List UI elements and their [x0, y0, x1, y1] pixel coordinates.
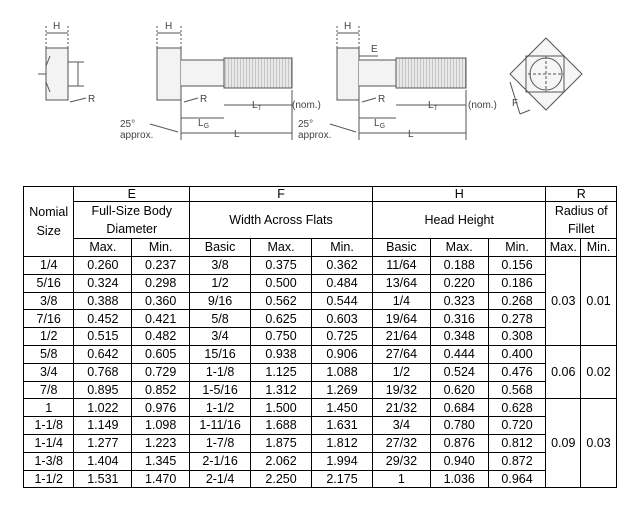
h-max-cell: 0.220: [430, 274, 488, 292]
e-max-cell: 1.277: [74, 435, 132, 453]
e-min-subheader: Min.: [132, 239, 190, 257]
f-max-subheader: Max.: [251, 239, 312, 257]
f-min-cell: 0.603: [312, 310, 373, 328]
bolt-dimension-drawing: [0, 0, 644, 180]
table-row: [24, 257, 617, 275]
h-max-cell: 1.036: [430, 470, 488, 488]
f-max-cell: 1.125: [251, 363, 312, 381]
nominal-size-cell: 1/4: [24, 257, 74, 275]
h-basic-cell: 19/32: [373, 381, 431, 399]
dim-label-lt-2: $L_T$: [252, 100, 262, 112]
nominal-size-cell: 1-1/8: [24, 417, 74, 435]
nominal-size-cell: 3/8: [24, 292, 74, 310]
dim-label-e-3: E: [371, 44, 378, 55]
nominal-size-cell: 5/8: [24, 346, 74, 364]
f-basic-cell: 5/8: [190, 310, 251, 328]
table-row: [24, 328, 617, 346]
nominal-size-header: Nomial Size: [24, 187, 74, 257]
h-max-cell: 0.940: [430, 452, 488, 470]
nominal-size-cell: 1-3/8: [24, 452, 74, 470]
table-row: [24, 292, 617, 310]
h-max-cell: 0.444: [430, 346, 488, 364]
dim-label-r-2: R: [200, 94, 208, 105]
e-max-cell: 0.515: [74, 328, 132, 346]
r-max-cell: 0.09: [546, 399, 581, 488]
nominal-size-cell: 7/8: [24, 381, 74, 399]
nominal-size-cell: 1-1/4: [24, 435, 74, 453]
h-min-cell: 0.156: [488, 257, 546, 275]
e-min-cell: 0.298: [132, 274, 190, 292]
e-max-cell: 0.388: [74, 292, 132, 310]
f-max-cell: 0.750: [251, 328, 312, 346]
e-min-cell: 0.482: [132, 328, 190, 346]
dim-label-l-2: L: [234, 129, 240, 140]
f-min-cell: 0.362: [312, 257, 373, 275]
f-min-cell: 0.484: [312, 274, 373, 292]
nominal-size-cell: 3/4: [24, 363, 74, 381]
dim-label-h-1: H: [53, 21, 61, 32]
r-group-header: R: [546, 187, 617, 202]
f-min-cell: 0.544: [312, 292, 373, 310]
f-max-cell: 1.875: [251, 435, 312, 453]
h-basic-cell: 21/32: [373, 399, 431, 417]
f-min-cell: 1.631: [312, 417, 373, 435]
h-min-cell: 0.628: [488, 399, 546, 417]
r-max-cell: 0.03: [546, 257, 581, 346]
h-basic-cell: 1: [373, 470, 431, 488]
h-basic-cell: 19/64: [373, 310, 431, 328]
f-max-cell: 0.375: [251, 257, 312, 275]
h-min-cell: 0.872: [488, 452, 546, 470]
f-min-cell: 0.725: [312, 328, 373, 346]
h-max-cell: 0.188: [430, 257, 488, 275]
f-group-header: F: [190, 187, 373, 202]
table-row: [24, 346, 617, 364]
f-max-cell: 0.938: [251, 346, 312, 364]
table-row: [24, 310, 617, 328]
f-header: Width Across Flats: [190, 202, 373, 239]
h-basic-cell: 21/64: [373, 328, 431, 346]
h-max-cell: 0.316: [430, 310, 488, 328]
f-min-cell: 1.812: [312, 435, 373, 453]
f-max-cell: 0.562: [251, 292, 312, 310]
f-basic-cell: 1-1/2: [190, 399, 251, 417]
e-min-cell: 1.345: [132, 452, 190, 470]
h-max-cell: 0.323: [430, 292, 488, 310]
h-min-cell: 0.278: [488, 310, 546, 328]
dim-label-lg-2: $L_G$: [198, 118, 210, 130]
h-basic-cell: 27/32: [373, 435, 431, 453]
nominal-size-cell: 1: [24, 399, 74, 417]
nominal-size-cell: 7/16: [24, 310, 74, 328]
f-min-cell: 1.088: [312, 363, 373, 381]
h-max-cell: 0.524: [430, 363, 488, 381]
f-basic-cell: 3/4: [190, 328, 251, 346]
h-min-cell: 0.812: [488, 435, 546, 453]
h-min-cell: 0.476: [488, 363, 546, 381]
f-max-cell: 1.688: [251, 417, 312, 435]
e-max-subheader: Max.: [74, 239, 132, 257]
e-header: Full-Size Body Diameter: [74, 202, 190, 239]
table-row: [24, 363, 617, 381]
e-min-cell: 0.976: [132, 399, 190, 417]
r-max-subheader: Max.: [546, 239, 581, 257]
e-min-cell: 0.605: [132, 346, 190, 364]
h-basic-cell: 11/64: [373, 257, 431, 275]
table-row: [24, 274, 617, 292]
dim-label-h-2: H: [165, 21, 173, 32]
dim-label-l-3: L: [408, 129, 414, 140]
f-basic-cell: 9/16: [190, 292, 251, 310]
dim-label-r-3: R: [378, 94, 386, 105]
f-min-subheader: Min.: [312, 239, 373, 257]
dim-label-angle-2: 25°: [120, 119, 136, 130]
f-basic-cell: 3/8: [190, 257, 251, 275]
h-max-cell: 0.620: [430, 381, 488, 399]
table-row: [24, 381, 617, 399]
bolt-view-1: [38, 26, 86, 102]
h-min-cell: 0.964: [488, 470, 546, 488]
e-max-cell: 1.404: [74, 452, 132, 470]
h-min-cell: 0.268: [488, 292, 546, 310]
e-max-cell: 1.149: [74, 417, 132, 435]
e-min-cell: 0.729: [132, 363, 190, 381]
table-row: [24, 435, 617, 453]
f-min-cell: 1.994: [312, 452, 373, 470]
e-min-cell: 0.852: [132, 381, 190, 399]
h-basic-cell: 1/4: [373, 292, 431, 310]
e-min-cell: 0.237: [132, 257, 190, 275]
dim-label-nom-2: (nom.): [292, 100, 321, 111]
h-min-subheader: Min.: [488, 239, 546, 257]
r-max-cell: 0.06: [546, 346, 581, 399]
r-min-cell: 0.01: [581, 257, 617, 346]
h-max-cell: 0.684: [430, 399, 488, 417]
e-max-cell: 0.260: [74, 257, 132, 275]
r-min-cell: 0.03: [581, 399, 617, 488]
dim-label-lg-3: $L_G$: [374, 118, 386, 130]
h-basic-cell: 27/64: [373, 346, 431, 364]
bolt-view-2: [150, 26, 292, 140]
e-min-cell: 0.360: [132, 292, 190, 310]
f-basic-cell: 2-1/16: [190, 452, 251, 470]
h-min-cell: 0.720: [488, 417, 546, 435]
f-basic-cell: 1-5/16: [190, 381, 251, 399]
f-max-cell: 2.062: [251, 452, 312, 470]
f-min-cell: 2.175: [312, 470, 373, 488]
h-min-cell: 0.400: [488, 346, 546, 364]
table-row: [24, 399, 617, 417]
f-basic-cell: 1-7/8: [190, 435, 251, 453]
h-basic-subheader: Basic: [373, 239, 431, 257]
f-basic-cell: 2-1/4: [190, 470, 251, 488]
table-row: [24, 452, 617, 470]
h-max-cell: 0.780: [430, 417, 488, 435]
f-max-cell: 1.312: [251, 381, 312, 399]
r-header: Radius of Fillet: [546, 202, 617, 239]
dim-label-approx-3: approx.: [298, 130, 332, 141]
f-min-cell: 0.906: [312, 346, 373, 364]
dim-label-nom-3: (nom.): [468, 100, 497, 111]
f-basic-cell: 1/2: [190, 274, 251, 292]
r-min-cell: 0.02: [581, 346, 617, 399]
e-min-cell: 1.098: [132, 417, 190, 435]
dim-label-approx-2: approx.: [120, 130, 154, 141]
nominal-size-cell: 5/16: [24, 274, 74, 292]
f-max-cell: 2.250: [251, 470, 312, 488]
bolt-view-3: [330, 26, 466, 140]
bolt-dimension-table: [23, 186, 617, 488]
dim-label-f-4: F: [512, 98, 519, 109]
e-min-cell: 0.421: [132, 310, 190, 328]
h-group-header: H: [373, 187, 546, 202]
h-basic-cell: 13/64: [373, 274, 431, 292]
f-basic-subheader: Basic: [190, 239, 251, 257]
f-max-cell: 1.500: [251, 399, 312, 417]
e-max-cell: 1.022: [74, 399, 132, 417]
dim-label-h-3: H: [344, 21, 352, 32]
f-min-cell: 1.450: [312, 399, 373, 417]
f-basic-cell: 1-11/16: [190, 417, 251, 435]
h-min-cell: 0.186: [488, 274, 546, 292]
e-max-cell: 1.531: [74, 470, 132, 488]
h-basic-cell: 3/4: [373, 417, 431, 435]
f-max-cell: 0.625: [251, 310, 312, 328]
e-min-cell: 1.470: [132, 470, 190, 488]
h-max-cell: 0.348: [430, 328, 488, 346]
e-group-header: E: [74, 187, 190, 202]
nominal-size-cell: 1/2: [24, 328, 74, 346]
h-basic-cell: 29/32: [373, 452, 431, 470]
h-min-cell: 0.308: [488, 328, 546, 346]
r-min-subheader: Min.: [581, 239, 617, 257]
f-basic-cell: 15/16: [190, 346, 251, 364]
h-max-subheader: Max.: [430, 239, 488, 257]
e-min-cell: 1.223: [132, 435, 190, 453]
dim-label-r-1: R: [88, 94, 96, 105]
f-max-cell: 0.500: [251, 274, 312, 292]
e-max-cell: 0.324: [74, 274, 132, 292]
e-max-cell: 0.452: [74, 310, 132, 328]
h-header: Head Height: [373, 202, 546, 239]
f-basic-cell: 1-1/8: [190, 363, 251, 381]
h-min-cell: 0.568: [488, 381, 546, 399]
square-head-end-view: [510, 38, 582, 114]
table-row: [24, 417, 617, 435]
e-max-cell: 0.768: [74, 363, 132, 381]
dim-label-angle-3: 25°: [298, 119, 314, 130]
e-max-cell: 0.642: [74, 346, 132, 364]
h-basic-cell: 1/2: [373, 363, 431, 381]
h-max-cell: 0.876: [430, 435, 488, 453]
table-row: [24, 470, 617, 488]
nominal-size-cell: 1-1/2: [24, 470, 74, 488]
e-max-cell: 0.895: [74, 381, 132, 399]
f-min-cell: 1.269: [312, 381, 373, 399]
dim-label-lt-3: $L_T$: [428, 100, 438, 112]
